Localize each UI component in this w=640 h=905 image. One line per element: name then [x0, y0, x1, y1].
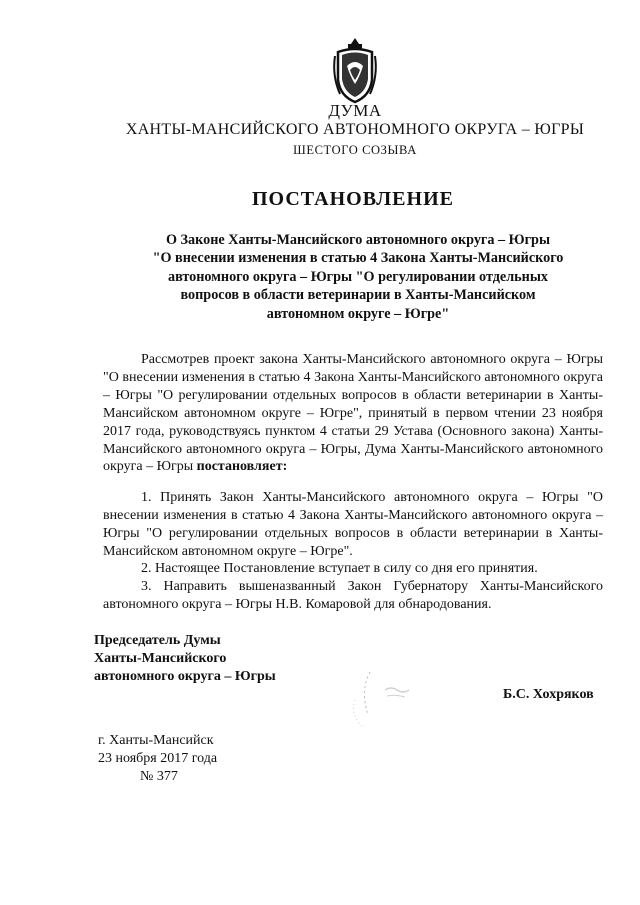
subject-line: вопросов в области ветеринарии в Ханты-Мансийском [180, 287, 536, 304]
signatory-title-line: Ханты-Мансийского [94, 650, 227, 666]
subject-line: О Законе Ханты-Мансийского автономного округа – Югры [165, 232, 551, 248]
header-duma: ДУМА [328, 101, 382, 120]
document-number: № 377 [140, 768, 178, 784]
document-type-title: ПОСТАНОВЛЕНИЕ [252, 188, 454, 210]
item-2: 2. Настоящее Постановление вступает в силу со дня его принятия. [141, 561, 538, 576]
faint-stamp-mark [340, 660, 440, 730]
header-region: ХАНТЫ-МАНСИЙСКОГО АВТОНОМНОГО ОКРУГА – ЮГРЫ [125, 121, 585, 138]
preamble-text: Рассмотрев проект закона Ханты-Мансийского автономного округа – Югры "О внесении изменения в статью 4 Закона Ханты-Мансийского автономного округа – Югры "О регулировании отдельных вопросов в области ветеринарии в Ханты-Мансийском автономном округе – Югре", принятый в первом чтении 23 ноября 2017 года, руководствуясь пунктом 4 статьи 29 Устава (Основного закона) Ханты-Мансийского автономного округа – Югры, Дума Ханты-Мансийского автономного округа – Югры [103, 352, 603, 475]
signatory-title-line: Председатель Думы [94, 633, 221, 648]
preamble-paragraph [103, 351, 603, 476]
subject-line: "О внесении изменения в статью 4 Закона Ханты-Мансийского [152, 250, 564, 267]
signatory-title [94, 632, 276, 686]
subject-line: автономном округе – Югре" [266, 305, 450, 322]
resolves-keyword: постановляет: [196, 459, 288, 475]
city: г. Ханты-Мансийск [98, 733, 214, 748]
place-date-number [98, 732, 217, 786]
document-subject [118, 231, 598, 323]
signatory-name: Б.С. Хохряков [503, 687, 594, 702]
date: 23 ноября 2017 года [98, 750, 218, 766]
item-3: 3. Направить вышеназванный Закон Губернатору Ханты-Мансийского автономного округа – Югры Н.В. Комаровой для обнародования. [103, 579, 603, 612]
item-1: 1. Принять Закон Ханты-Мансийского автономного округа – Югры "О внесении изменения в статью 4 Закона Ханты-Мансийского автономного округа – Югры "О регулировании отдельных вопросов в области ветеринарии в Ханты-Мансийском автономном округе – Югре". [103, 490, 603, 559]
header-convocation: ШЕСТОГО СОЗЫВА [293, 143, 417, 157]
coat-of-arms-emblem [330, 36, 380, 106]
signatory-title-line: автономного округа – Югры [94, 668, 276, 684]
subject-line: автономного округа – Югры "О регулировании отдельных [167, 268, 549, 285]
